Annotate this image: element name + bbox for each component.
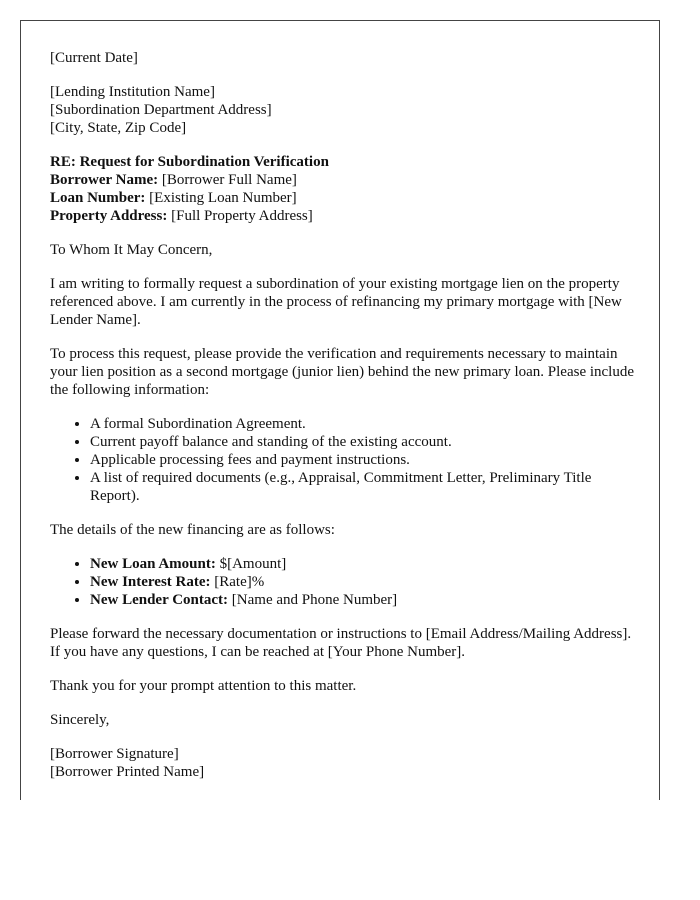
- letter-page: [20, 20, 660, 800]
- financing-intro: The details of the new financing are as follows:: [50, 522, 335, 538]
- loan-number-value: [Existing Loan Number]: [145, 190, 297, 206]
- thanks-line: Thank you for your prompt attention to this matter.: [50, 678, 357, 694]
- subject-line: RE: Request for Subordination Verification: [50, 154, 329, 170]
- borrower-name-line: [50, 171, 640, 189]
- paragraph-requirements-intro: To process this request, please provide the verification and requirements necessary to maintain your lien position as a second mortgage (junior lien) behind the new primary loan. Please include the following information:: [50, 346, 635, 398]
- signature-block: [50, 745, 640, 781]
- paragraph-forwarding: Please forward the necessary documentation or instructions to [Email Address/Mailing Address]. If you have any questions, I can be reached at [Your Phone Number].: [50, 626, 632, 660]
- borrower-name-value: [Borrower Full Name]: [158, 172, 297, 188]
- closing: Sincerely,: [50, 712, 110, 728]
- new-interest-rate-label: New Interest Rate:: [90, 574, 211, 590]
- property-address-line: [50, 207, 640, 225]
- letter-date: [Current Date]: [50, 50, 138, 66]
- property-address-value: [Full Property Address]: [167, 208, 313, 224]
- borrower-signature: [Borrower Signature]: [50, 746, 179, 762]
- financing-list: [50, 555, 640, 609]
- recipient-institution: [Lending Institution Name]: [50, 84, 215, 100]
- paragraph-request: I am writing to formally request a subordination of your existing mortgage lien on the property referenced above. I am currently in the process of refinancing my primary mortgage with [New Lender Name].: [50, 276, 622, 328]
- new-loan-amount-label: New Loan Amount:: [90, 556, 216, 572]
- loan-number-label: Loan Number:: [50, 190, 146, 206]
- new-lender-contact-label: New Lender Contact:: [90, 592, 229, 608]
- requirements-list: [50, 415, 640, 505]
- list-item: [90, 555, 640, 573]
- borrower-name-label: Borrower Name:: [50, 172, 159, 188]
- property-address-label: Property Address:: [50, 208, 168, 224]
- letter-content: [50, 49, 640, 797]
- salutation: To Whom It May Concern,: [50, 242, 213, 258]
- recipient-block: [50, 83, 640, 137]
- loan-number-line: [50, 189, 640, 207]
- list-item: [90, 591, 640, 609]
- reference-block: [50, 153, 640, 225]
- list-item: • A formal Subordination Agreement.: [90, 415, 640, 433]
- new-interest-rate-value: [Rate]%: [210, 574, 265, 590]
- list-item: • Applicable processing fees and payment instructions.: [90, 451, 640, 469]
- new-lender-contact-value: [Name and Phone Number]: [228, 592, 398, 608]
- recipient-department-address: [Subordination Department Address]: [50, 102, 272, 118]
- recipient-city-state-zip: [City, State, Zip Code]: [50, 120, 187, 136]
- list-item: • A list of required documents (e.g., Appraisal, Commitment Letter, Preliminary Title Report).: [90, 469, 640, 505]
- list-item: [90, 573, 640, 591]
- new-loan-amount-value: $[Amount]: [215, 556, 287, 572]
- borrower-printed-name: [Borrower Printed Name]: [50, 764, 205, 780]
- list-item: • Current payoff balance and standing of the existing account.: [90, 433, 640, 451]
- date-block: [50, 49, 640, 67]
